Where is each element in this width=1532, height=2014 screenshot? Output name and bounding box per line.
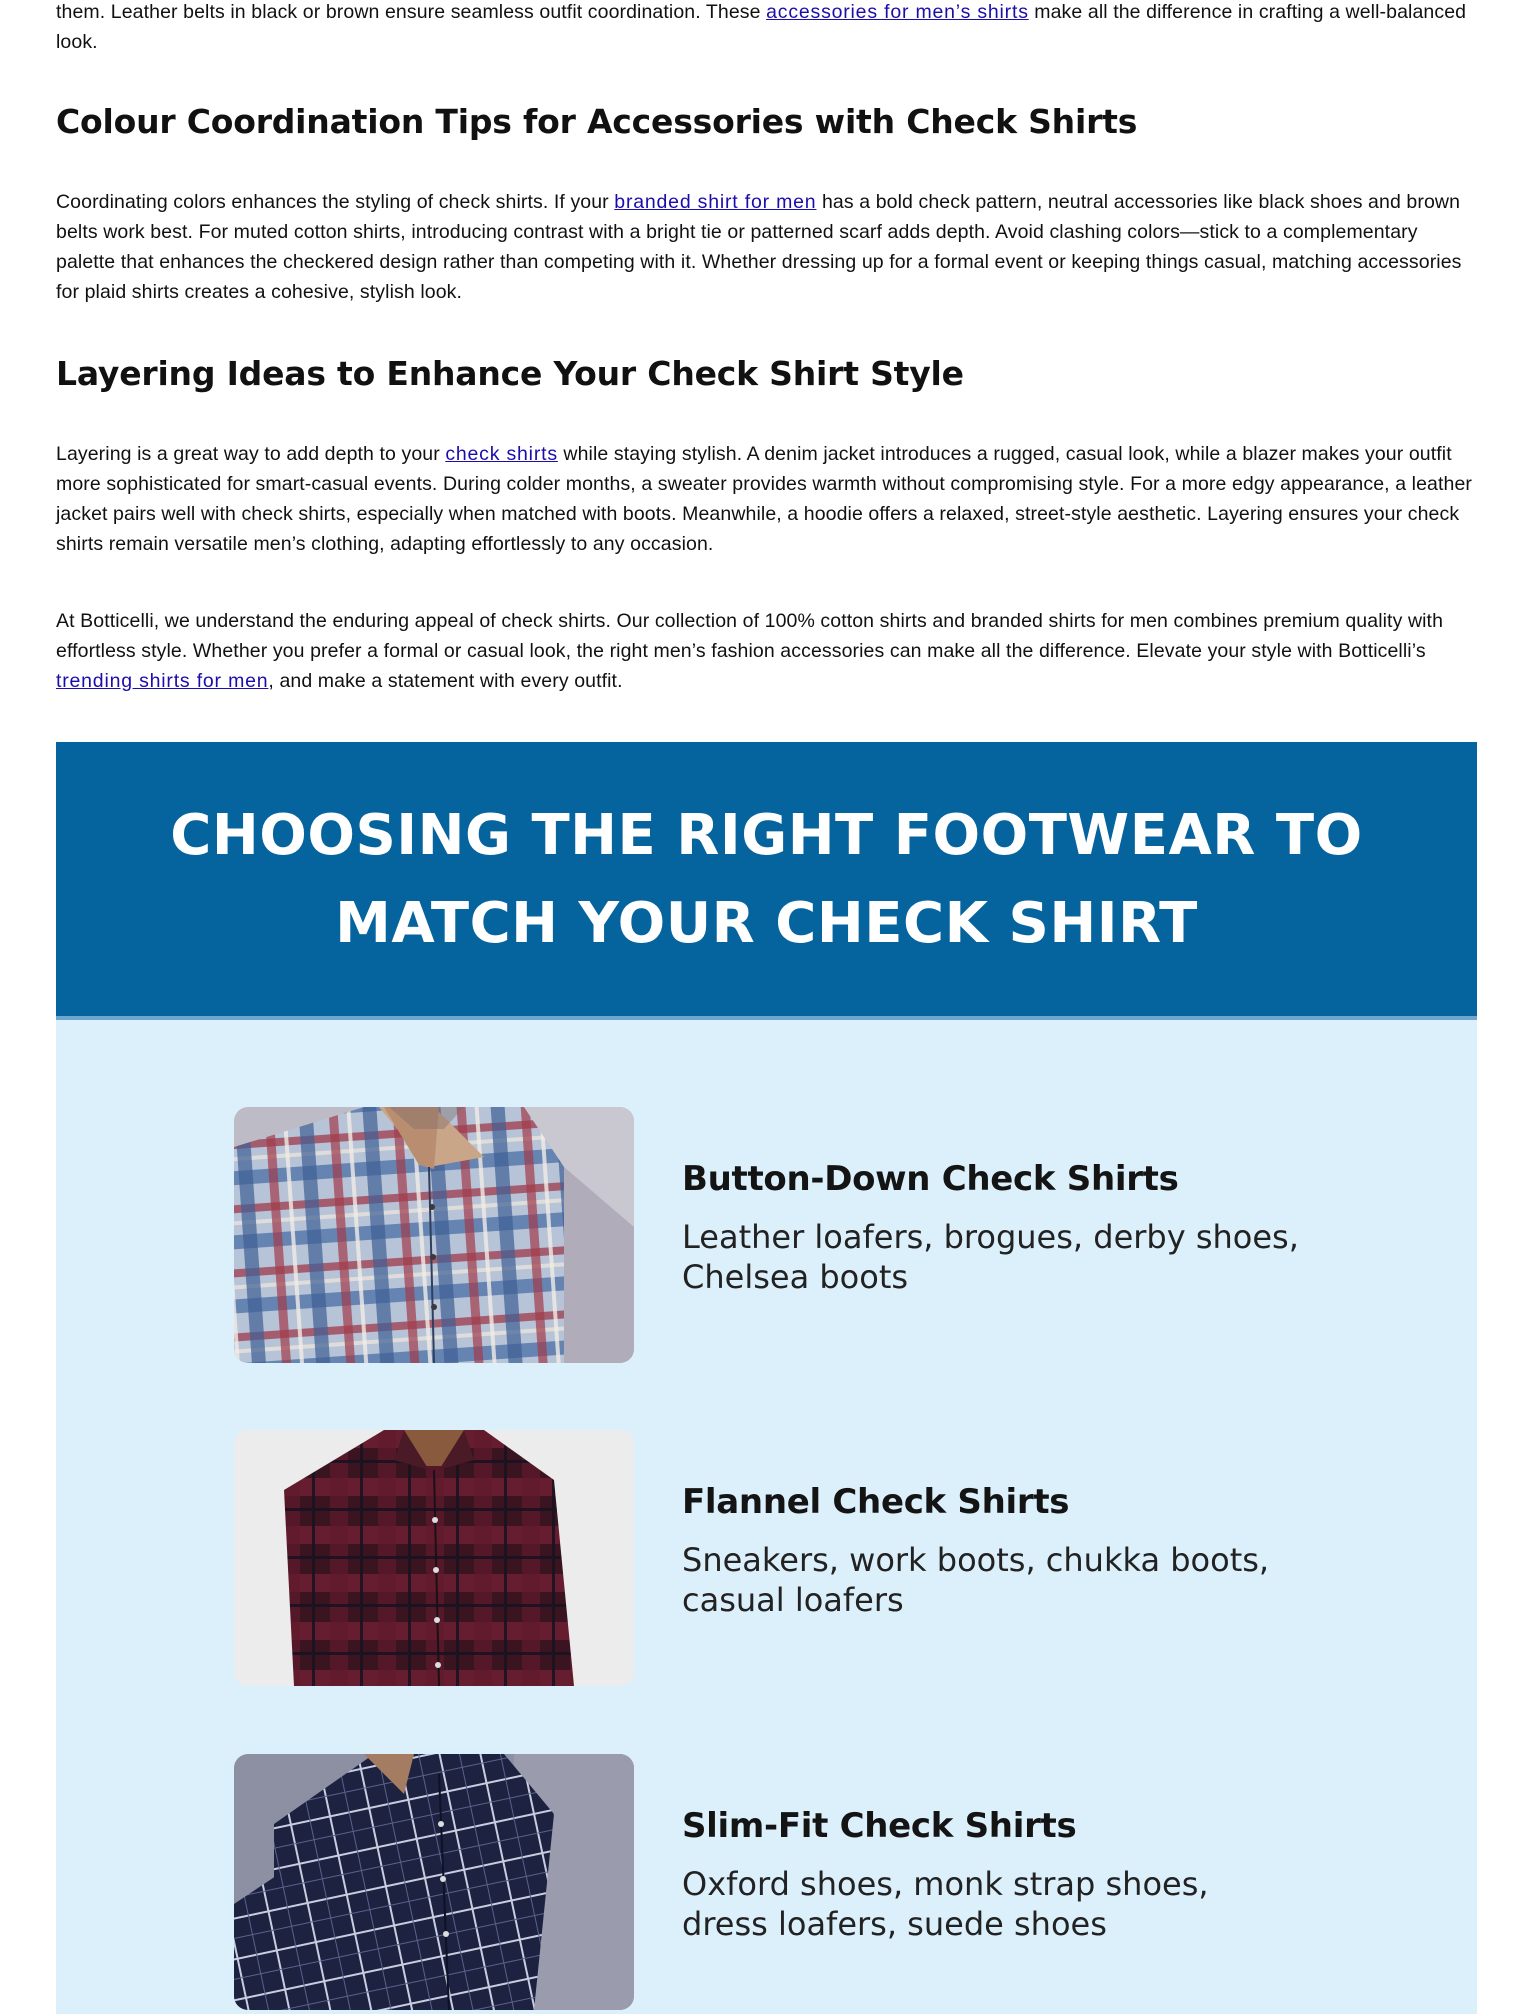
- layering-heading: Layering Ideas to Enhance Your Check Shirt Style: [56, 354, 964, 393]
- item-text-button-down: [682, 1159, 1322, 1297]
- branded-shirt-link[interactable]: branded shirt for men: [614, 191, 817, 213]
- infographic-title: [116, 792, 1417, 968]
- plaid-shirt-photo: [234, 1107, 634, 1363]
- infographic-item-flannel: [234, 1430, 1334, 1686]
- colour-text-start: Coordinating colors enhances the styling of check shirts. If your: [56, 191, 615, 213]
- flannel-shirt-photo: [234, 1430, 634, 1686]
- infographic-item-slim-fit: [234, 1754, 1334, 2010]
- intro-text-end: make all the difference in crafting a well-balanced look.: [56, 1, 1467, 53]
- item-title: Flannel Check Shirts: [682, 1482, 1070, 1522]
- layer-text-start: Layering is a great way to add depth to your: [56, 443, 446, 465]
- infographic-title-line-1: CHOOSING THE RIGHT FOOTWEAR TO: [170, 803, 1363, 868]
- botti-text-start: At Botticelli, we understand the enduring appeal of check shirts. Our collection of 100% cotton shirts and branded shirts for men combines premium quality with effortless style. Whether you prefer a formal or casual look, the right men’s fashion accessories can make all the difference. Elevate your style with Botticelli’s: [56, 610, 1444, 662]
- botti-text-end: , and make a statement with every outfit.: [268, 670, 623, 692]
- infographic-item-button-down: [234, 1107, 1334, 1363]
- footwear-infographic: [56, 742, 1477, 2014]
- colour-paragraph: [56, 187, 1478, 307]
- layering-paragraph: [56, 439, 1478, 559]
- slim-fit-shirt-photo: [234, 1754, 634, 2010]
- botticelli-paragraph: [56, 606, 1478, 696]
- infographic-title-line-2: MATCH YOUR CHECK SHIRT: [335, 891, 1198, 956]
- colour-text-end: has a bold check pattern, neutral accessories like black shoes and brown belts work best. For muted cotton shirts, introducing contrast with a bright tie or patterned scarf adds depth. Avoid clashing colors—stick to a complementary palette that enhances the checkered design rather than competing with it. Whether dressing up for a formal event or keeping things casual, matching accessories for plaid shirts creates a cohesive, stylish look.: [56, 191, 1462, 303]
- item-text-slim-fit: [682, 1806, 1322, 1944]
- intro-text-start: them. Leather belts in black or brown ensure seamless outfit coordination. These: [56, 1, 767, 23]
- item-description: Oxford shoes, monk strap shoes, dress loafers, suede shoes: [682, 1865, 1209, 1943]
- item-title: Button-Down Check Shirts: [682, 1159, 1179, 1199]
- item-text-flannel: [682, 1482, 1322, 1620]
- item-description: Sneakers, work boots, chukka boots, casual loafers: [682, 1541, 1270, 1619]
- check-shirts-link[interactable]: check shirts: [445, 443, 558, 465]
- item-title: Slim-Fit Check Shirts: [682, 1806, 1077, 1846]
- infographic-banner: [56, 742, 1477, 1020]
- accessories-link[interactable]: accessories for men’s shirts: [766, 1, 1029, 23]
- layer-text-end: while staying stylish. A denim jacket introduces a rugged, casual look, while a blazer makes your outfit more sophisticated for smart-casual events. During colder months, a sweater provides warmth without compromising style. For a more edgy appearance, a leather jacket pairs well with check shirts, especially when matched with boots. Meanwhile, a hoodie offers a relaxed, street-style aesthetic. Layering ensures your check shirts remain versatile men’s clothing, adapting effortlessly to any occasion.: [56, 443, 1472, 555]
- intro-paragraph: [56, 0, 1478, 57]
- trending-shirts-link[interactable]: trending shirts for men: [56, 670, 269, 692]
- item-description: Leather loafers, brogues, derby shoes, Chelsea boots: [682, 1218, 1299, 1296]
- colour-coordination-heading: Colour Coordination Tips for Accessories with Check Shirts: [56, 102, 1138, 141]
